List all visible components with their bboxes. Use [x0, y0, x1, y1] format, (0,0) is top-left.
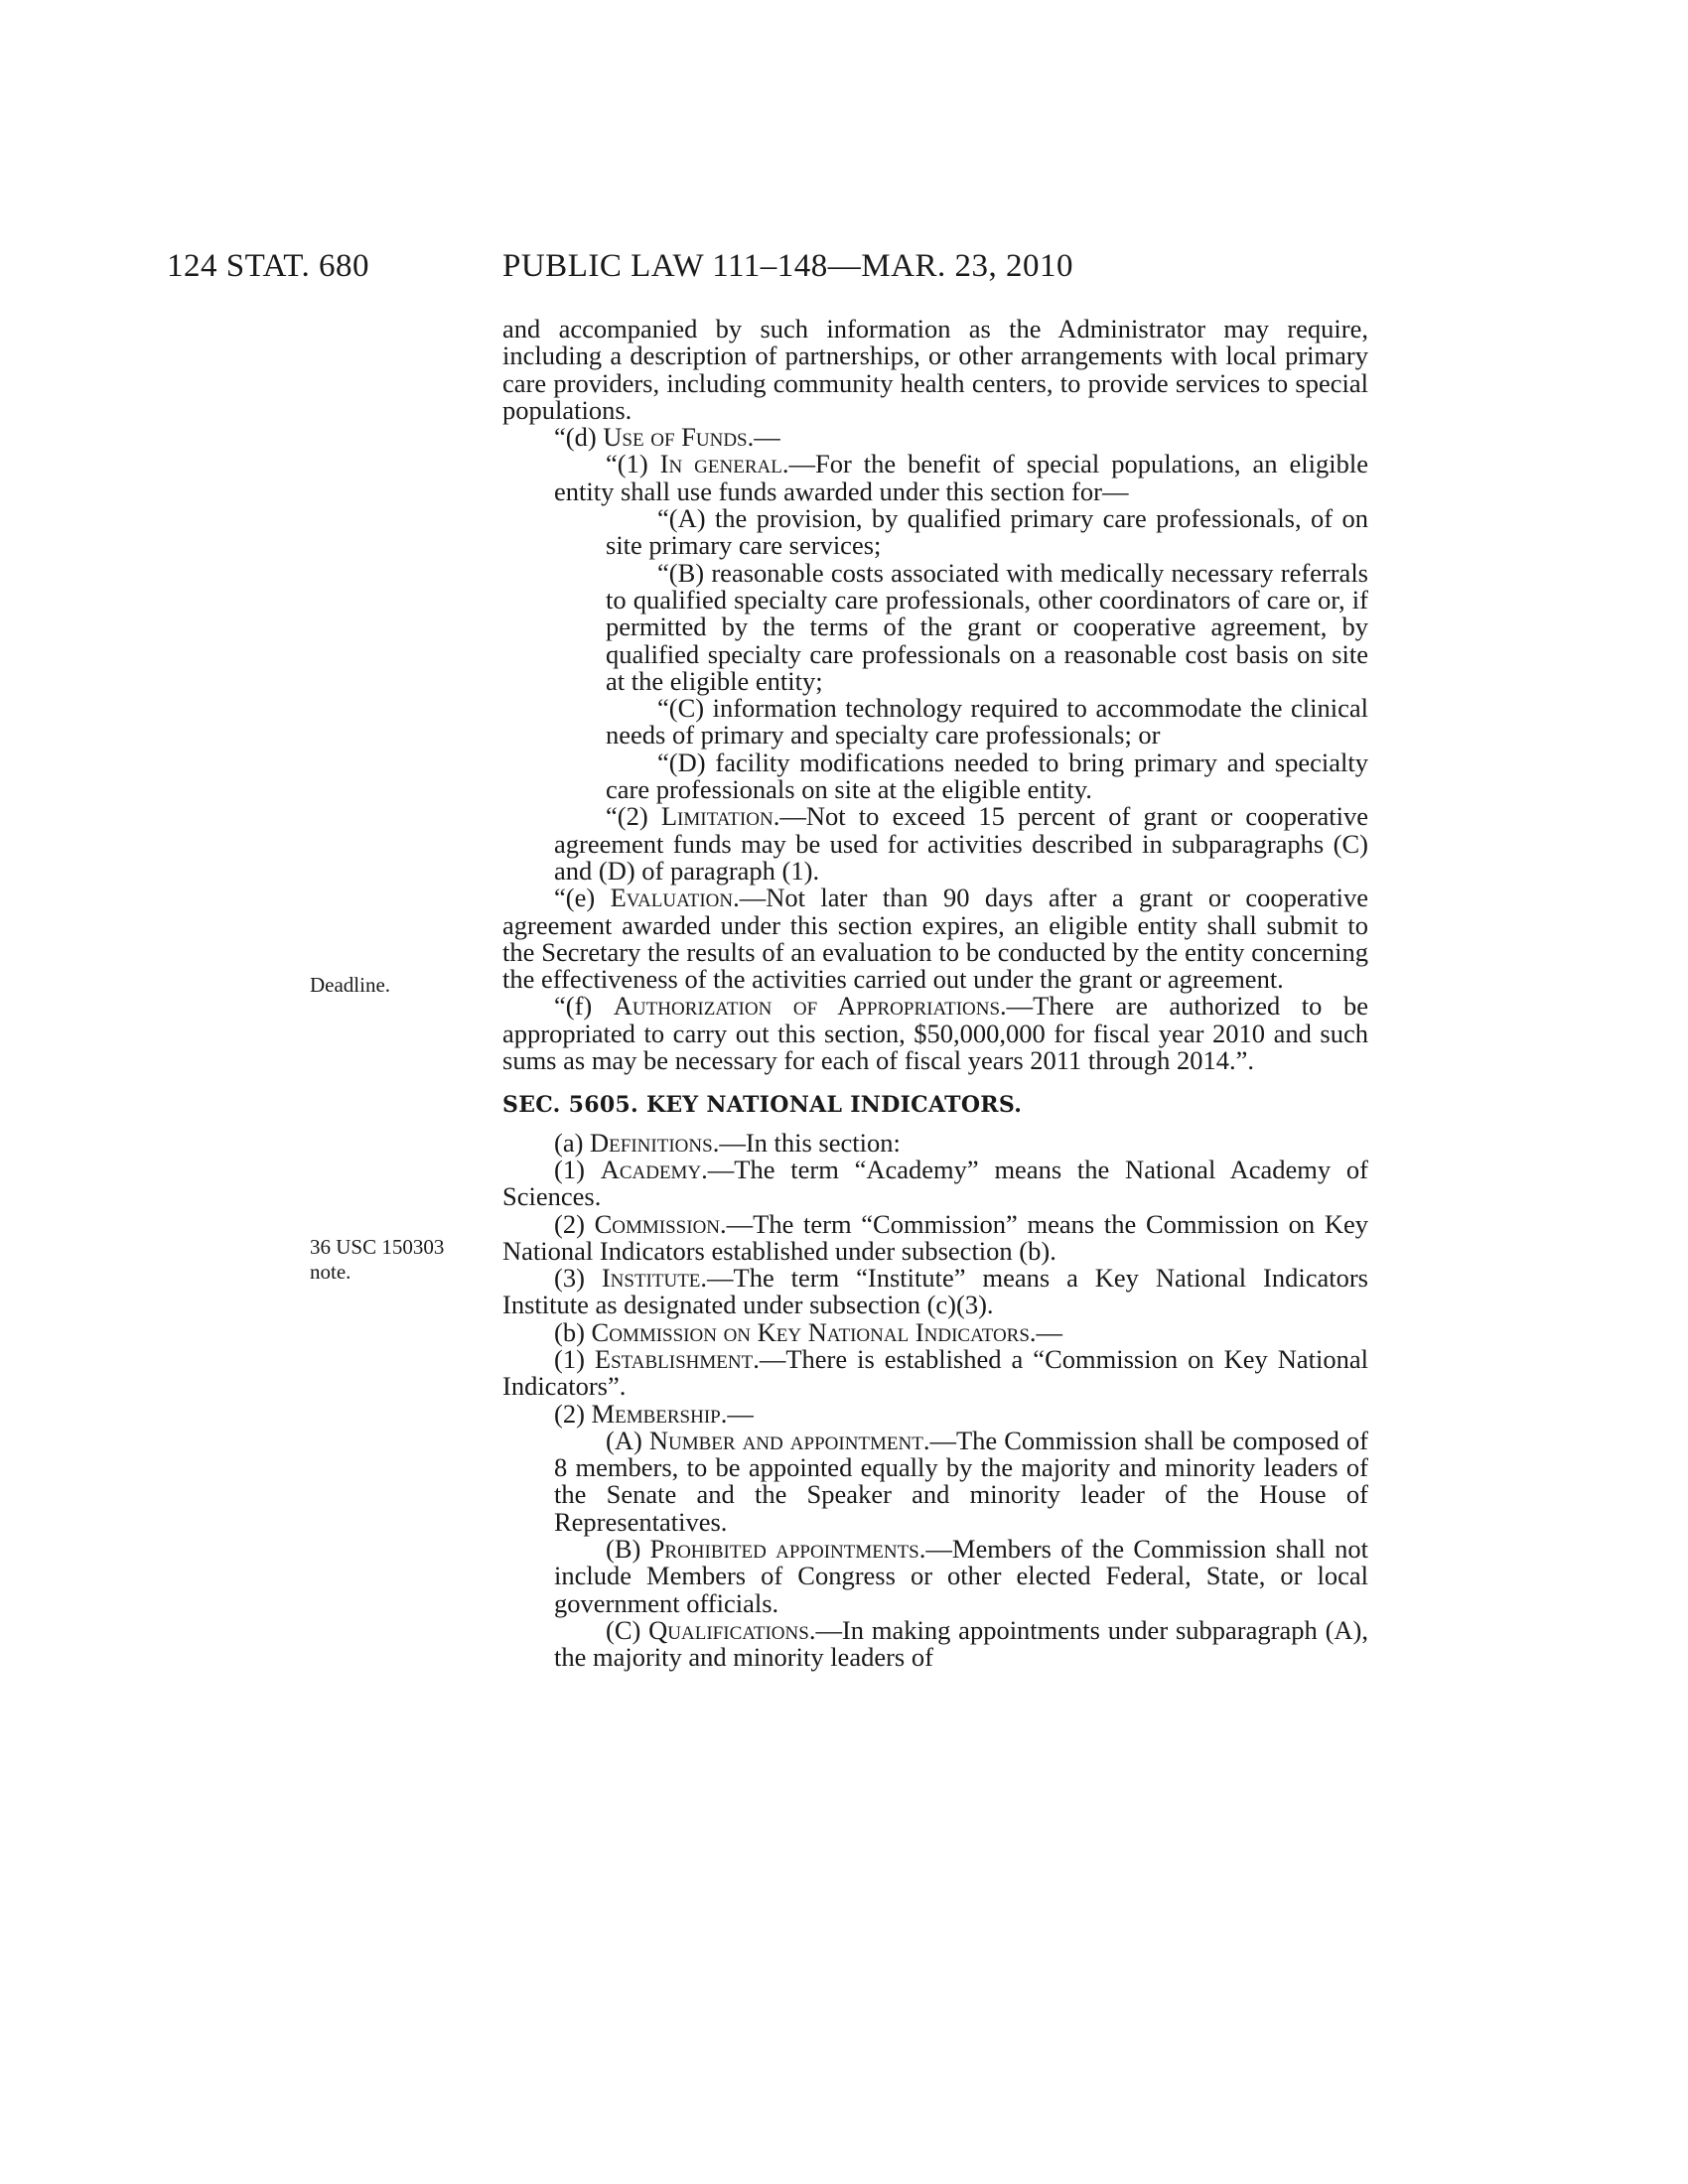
statute-body — [502, 316, 1368, 1672]
paragraph-a3: (3) Institute.—The term “Institute” means a Key National Indicators Institute as designated under subsection (c)(3). — [502, 1263, 1368, 1320]
margin-note-usc-line1: 36 USC 150303 — [310, 1235, 445, 1259]
subsection-b: (b) Commission on Key National Indicators.— — [554, 1316, 1063, 1347]
paragraph-a2: (2) Commission.—The term “Commission” means the Commission on Key National Indicators established under subsection (b). — [502, 1208, 1368, 1266]
subsection-d-heading: “(d) Use of Funds.— — [554, 422, 780, 453]
margin-note-deadline: Deadline. — [310, 973, 391, 997]
subparagraph-dA: “(A) the provision, by qualified primary care professionals, of on site primary care services; — [606, 503, 1368, 561]
paragraph-b2: (2) Membership.— — [554, 1398, 754, 1429]
subparagraph-dB: “(B) reasonable costs associated with medically necessary referrals to qualified specialty care professionals, other coordinators of care or, if permitted by the terms of the grant or cooperative agreement, by qualified specialty care professionals on a reasonable cost basis on site at the eligible entity; — [606, 557, 1368, 696]
page-running-title: PUBLIC LAW 111–148—MAR. 23, 2010 — [502, 248, 1073, 284]
subparagraph-b2C: (C) Qualifications.—In making appointments under subparagraph (A), the majority and minority leaders of — [554, 1614, 1368, 1673]
paragraph-b1: (1) Establishment.—There is established a “Commission on Key National Indicators”. — [502, 1343, 1368, 1402]
subsection-e: “(e) Evaluation.—Not later than 90 days after a grant or cooperative agreement awarded under this section expires, an eligible entity shall submit to the Secretary the results of an evaluation to be conducted by the entity concerning the effectiveness of the activities carried out under the grant or agreement. — [502, 883, 1368, 995]
subsection-a: (a) Definitions.—In this section: — [554, 1127, 901, 1158]
subparagraph-b2B: (B) Prohibited appointments.—Members of the Commission shall not include Members of Congress or other elected Federal, State, or local government officials. — [554, 1534, 1368, 1618]
margin-note-usc — [310, 1235, 444, 1285]
subsection-f: “(f) Authorization of Appropriations.—There are authorized to be appropriated to carry out this section, $50,000,000 for fiscal year 2010 and such sums as may be necessary for each of fiscal years 2011 through 2014.”. — [502, 991, 1368, 1076]
paragraph-a1: (1) Academy.—The term “Academy” means the National Academy of Sciences. — [502, 1154, 1369, 1212]
subparagraph-dD: “(D) facility modifications needed to bring primary and specialty care professionals on site at the eligible entity. — [606, 747, 1368, 805]
subparagraph-b2A: (A) Number and appointment.—The Commission shall be composed of 8 members, to be appointed equally by the majority and minority leaders of the Senate and the Speaker and minority leader of the House of Representatives. — [554, 1425, 1368, 1537]
paragraph-continuation: and accompanied by such information as the Administrator may require, including a description of partnerships, or other arrangements with local primary care providers, including community health centers, to provide services to special populations. — [502, 314, 1368, 425]
page-stat-number: 124 STAT. 680 — [167, 248, 370, 284]
paragraph-d1: “(1) In general.—For the benefit of special populations, an eligible entity shall use funds awarded under this section for— — [554, 449, 1368, 506]
paragraph-d2: “(2) Limitation.—Not to exceed 15 percent of grant or cooperative agreement funds may be used for activities described in subparagraphs (C) and (D) of paragraph (1). — [554, 801, 1368, 886]
margin-note-usc-line2: note. — [310, 1260, 352, 1284]
section-heading: SEC. 5605. KEY NATIONAL INDICATORS. — [502, 1092, 1023, 1119]
subparagraph-dC: “(C) information technology required to accommodate the clinical needs of primary and specialty care professionals; or — [606, 693, 1368, 751]
